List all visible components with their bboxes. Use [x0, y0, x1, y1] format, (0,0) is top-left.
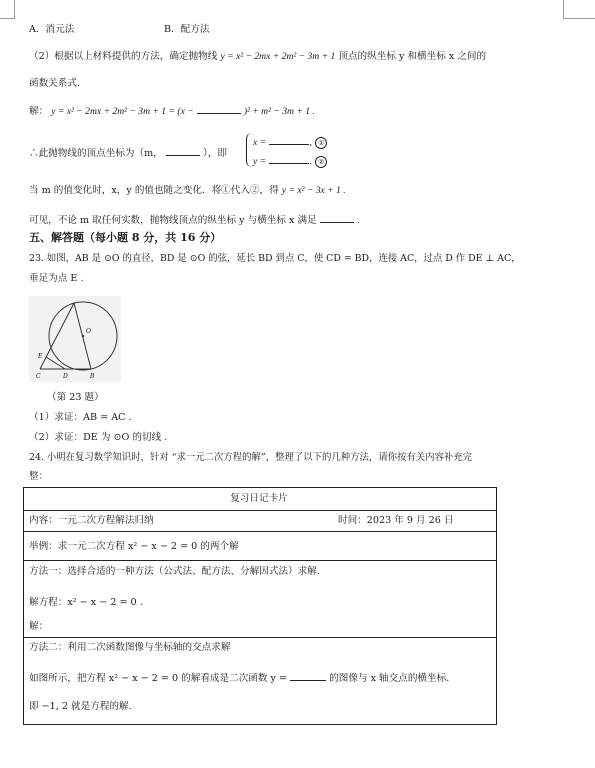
label-b: B: [90, 373, 95, 380]
conclusion-line: [29, 212, 360, 227]
label-e: E: [38, 353, 43, 360]
card-divider-1: [23, 510, 497, 511]
circled-one: ①: [315, 137, 327, 149]
card-divider-4: [23, 637, 497, 638]
solution-blank[interactable]: [197, 103, 241, 114]
q24-line1: 24. 小明在复习数学知识时，针对 “求一元二次方程的解”，整理了以下的几种方法，请你按有关内容补充完: [29, 452, 472, 463]
card-method2: 方法二：利用二次函数图像与坐标轴的交点求解: [29, 642, 231, 653]
corner-mark-right-h: [563, 18, 595, 19]
card-example: 举例：求一元二次方程 x² − x − 2 = 0 的两个解: [29, 541, 239, 552]
solution-prefix: 解：: [29, 106, 49, 117]
conclusion-text: 可见，不论 m 取任何实数，抛物线顶点的纵坐标 y 与横坐标 x 满足: [29, 215, 317, 226]
card-graph-pre: 如图所示，把方程 x² − x − 2 = 0 的解看成是二次函数 y =: [29, 673, 288, 684]
q23-part2: （2）求证：DE 为 ⊙O 的切线 .: [29, 432, 168, 443]
part2-line1-equation: y = x² − 2mx + 2m² − 3m + 1: [220, 51, 336, 62]
q23-caption: （第 23 题）: [47, 392, 104, 403]
system-x-row: x = , ①: [253, 134, 327, 149]
corner-mark-left-h: [0, 18, 15, 19]
q23-part1: （1）求证：AB = AC .: [29, 412, 132, 423]
system-brace: [246, 133, 252, 167]
q23-line2: 垂足为点 E .: [29, 273, 84, 284]
solution-tail: )² + m² − 3m + 1 .: [243, 106, 315, 117]
center-point: [82, 335, 84, 337]
part2-line2: 函数关系式.: [29, 78, 81, 89]
card-roots: 即 −1, 2 就是方程的解.: [29, 701, 132, 712]
part2-line1: [29, 51, 486, 63]
system-x-label: x =: [253, 137, 267, 148]
system-y-blank[interactable]: [269, 153, 309, 164]
card-graph-line: [29, 670, 449, 685]
card-title: 复习日记卡片: [230, 493, 288, 504]
q24-line2: 整：: [29, 471, 49, 482]
part2-line1-pre: （2）根据以上材料提供的方法，确定抛物线: [29, 51, 218, 62]
card-content: 内容：一元二次方程解法归纳: [29, 515, 154, 526]
option-b: B．配方法: [164, 24, 210, 35]
vertex-text: ∴此抛物线的顶点坐标为（m，: [29, 148, 163, 159]
section-title: 五、解答题（每小题 8 分，共 16 分）: [29, 231, 222, 244]
solution-line: [29, 103, 315, 118]
system-y-row: y = . ②: [253, 153, 327, 168]
card-solve-equation: 解方程：x² − x − 2 = 0 .: [29, 597, 143, 608]
card-divider-3: [23, 560, 497, 561]
option-a: A．消元法: [29, 24, 75, 35]
corner-mark-left: [14, 0, 15, 18]
vertex-line: [29, 145, 227, 160]
change-text: 当 m 的值变化时，x，y 的值也随之变化．将①代入②，得: [29, 185, 279, 196]
card-function-blank[interactable]: [290, 670, 326, 681]
card-method1: 方法一：选择合适的一种方法（公式法、配方法、分解因式法）求解.: [29, 566, 320, 577]
card-divider-2: [23, 531, 497, 532]
label-c: C: [36, 373, 41, 380]
corner-mark-right: [563, 0, 564, 18]
change-equation: y = x² − 3x + 1 .: [281, 185, 346, 196]
card-time: 时间：2023 年 9 月 26 日: [338, 515, 454, 526]
solution-equation: y = x² − 2mx + 2m² − 3m + 1 = (x −: [51, 106, 194, 117]
q23-figure: [29, 296, 121, 382]
conclusion-blank[interactable]: [320, 212, 354, 223]
vertex-blank[interactable]: [166, 145, 200, 156]
change-line: [29, 185, 346, 197]
label-o: O: [86, 328, 91, 335]
label-d: D: [63, 373, 68, 380]
card-solution: 解：: [29, 621, 49, 632]
system-x-blank[interactable]: [269, 134, 309, 145]
conclusion-end: .: [356, 215, 360, 226]
q23-line1: 23. 如图，AB 是 ⊙O 的直径，BD 是 ⊙O 的弦，延长 BD 到点 C，使 CD = BD，连接 AC，过点 D 作 DE ⊥ AC，: [29, 253, 521, 264]
part2-line1-post: 顶点的纵坐标 y 和横坐标 x 之间的: [338, 51, 487, 62]
circled-two: ②: [315, 156, 327, 168]
card-graph-post: 的图像与 x 轴交点的横坐标.: [329, 673, 450, 684]
system-y-label: y =: [253, 156, 267, 167]
vertex-close: ），即: [202, 148, 227, 159]
